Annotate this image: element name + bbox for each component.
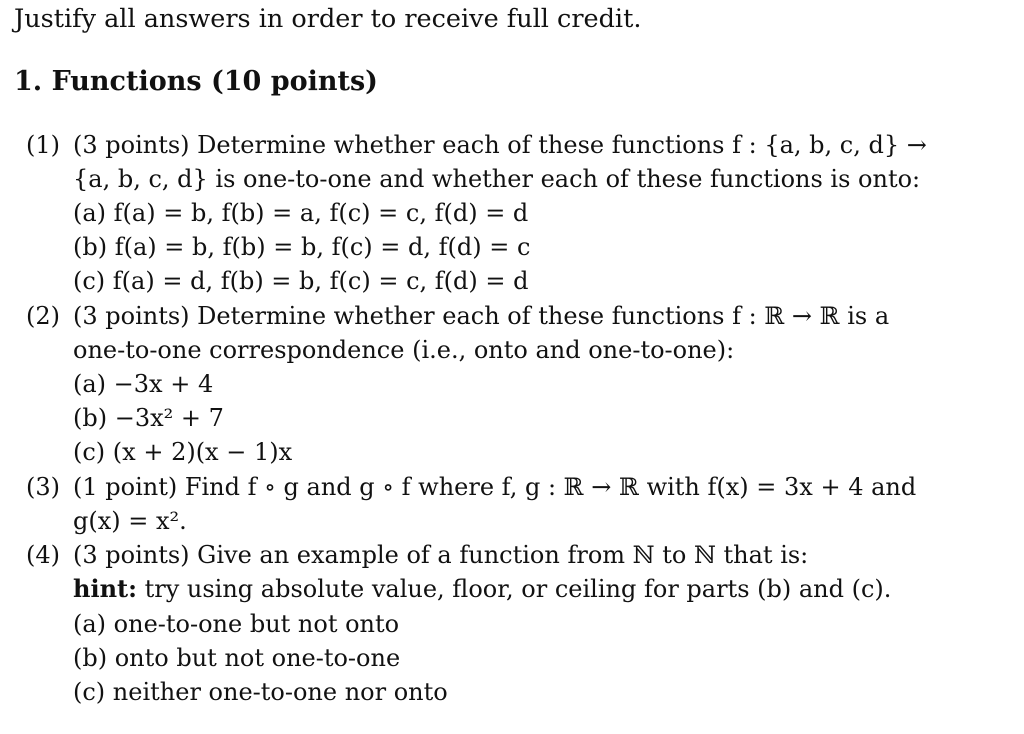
problem-number: (3)	[26, 473, 60, 501]
problem-text-continued: {a, b, c, d} is one-to-one and whether each of these functions is onto:	[73, 165, 921, 193]
problem-number: (1)	[26, 131, 60, 159]
instructions-text: Justify all answers in order to receive full credit.	[14, 4, 642, 34]
hint-label: hint:	[73, 574, 137, 603]
subpart-item: (a) −3x + 4	[73, 370, 214, 398]
subpart-item: (b) onto but not one-to-one	[73, 644, 401, 672]
subpart-item: (c) neither one-to-one nor onto	[73, 678, 448, 706]
problem-text-continued: g(x) = x².	[73, 507, 187, 535]
subpart-item: (a) one-to-one but not onto	[73, 610, 400, 638]
section-title: 1. Functions (10 points)	[14, 66, 378, 97]
subpart-item: (c) (x + 2)(x − 1)x	[73, 438, 293, 466]
subpart-item: (b) f(a) = b, f(b) = b, f(c) = d, f(d) = c	[73, 233, 531, 261]
hint-line	[73, 572, 891, 606]
subpart-item: (b) −3x² + 7	[73, 404, 224, 432]
hint-text: try using absolute value, floor, or ceiling for parts (b) and (c).	[136, 575, 892, 603]
problem-text-continued: one-to-one correspondence (i.e., onto and one-to-one):	[73, 336, 735, 364]
problem-text: (3 points) Determine whether each of these functions f : ℝ → ℝ is a	[73, 302, 890, 330]
problem-number: (4)	[26, 541, 60, 569]
subpart-item: (c) f(a) = d, f(b) = b, f(c) = c, f(d) = d	[73, 267, 529, 295]
problem-text: (3 points) Determine whether each of these functions f : {a, b, c, d} →	[73, 131, 927, 159]
problem-text: (3 points) Give an example of a function from ℕ to ℕ that is:	[73, 541, 809, 569]
problem-text: (1 point) Find f ∘ g and g ∘ f where f, g : ℝ → ℝ with f(x) = 3x + 4 and	[73, 473, 917, 501]
problem-number: (2)	[26, 302, 60, 330]
subpart-item: (a) f(a) = b, f(b) = a, f(c) = c, f(d) = d	[73, 199, 529, 227]
